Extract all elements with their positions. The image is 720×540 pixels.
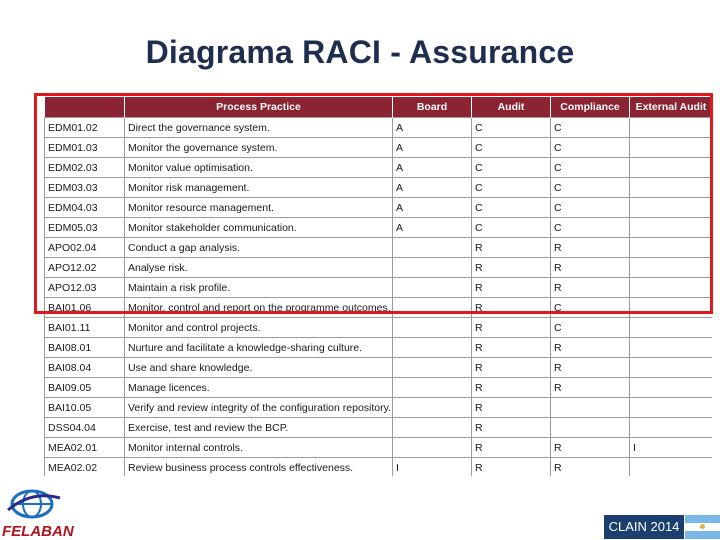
cell-code: BAI10.05 [45,398,125,418]
cell-audit: R [472,258,551,278]
cell-external-audit [630,298,713,318]
cell-compliance [551,418,630,438]
cell-audit: R [472,458,551,477]
table-row [45,218,713,238]
cell-audit: R [472,318,551,338]
cell-code: BAI01.06 [45,298,125,318]
cell-compliance: R [551,438,630,458]
cell-compliance: R [551,358,630,378]
table-row [45,418,713,438]
cell-audit: R [472,338,551,358]
cell-board [393,418,472,438]
cell-process-practice: Monitor and control projects. [125,318,393,338]
cell-external-audit [630,358,713,378]
cell-audit: R [472,418,551,438]
cell-process-practice: Review business process controls effectiveness. [125,458,393,477]
table-row [45,178,713,198]
cell-process-practice: Monitor the governance system. [125,138,393,158]
table-row [45,118,713,138]
cell-external-audit [630,418,713,438]
cell-board [393,278,472,298]
cell-compliance [551,398,630,418]
cell-code: EDM01.02 [45,118,125,138]
cell-process-practice: Monitor internal controls. [125,438,393,458]
cell-process-practice: Direct the governance system. [125,118,393,138]
cell-audit: C [472,218,551,238]
header-compliance: Compliance [551,97,630,118]
cell-code: MEA02.01 [45,438,125,458]
cell-external-audit [630,158,713,178]
table-row [45,378,713,398]
cell-compliance: C [551,178,630,198]
cell-process-practice: Conduct a gap analysis. [125,238,393,258]
cell-compliance: C [551,138,630,158]
table-row [45,198,713,218]
cell-code: BAI09.05 [45,378,125,398]
cell-board [393,438,472,458]
cell-process-practice: Monitor stakeholder communication. [125,218,393,238]
cell-external-audit [630,178,713,198]
cell-audit: C [472,138,551,158]
cell-board [393,258,472,278]
cell-board: A [393,118,472,138]
cell-code: APO12.02 [45,258,125,278]
cell-board [393,398,472,418]
cell-process-practice: Monitor value optimisation. [125,158,393,178]
table-row [45,298,713,318]
felaban-logo [2,484,82,540]
cell-code: DSS04.04 [45,418,125,438]
cell-board: I [393,458,472,477]
header-audit: Audit [472,97,551,118]
cell-board [393,318,472,338]
cell-compliance: C [551,318,630,338]
cell-compliance: R [551,458,630,477]
table-body [45,118,713,477]
cell-external-audit [630,378,713,398]
cell-code: MEA02.02 [45,458,125,477]
cell-code: BAI08.01 [45,338,125,358]
header-process-practice: Process Practice [125,97,393,118]
header-code [45,97,125,118]
cell-audit: R [472,358,551,378]
cell-board [393,378,472,398]
table-row [45,158,713,178]
cell-audit: C [472,118,551,138]
cell-code: BAI01.11 [45,318,125,338]
cell-process-practice: Monitor risk management. [125,178,393,198]
cell-code: APO12.03 [45,278,125,298]
cell-external-audit [630,138,713,158]
cell-external-audit [630,398,713,418]
header-external-audit: External Audit [630,97,713,118]
cell-compliance: R [551,258,630,278]
clain-badge: CLAIN 2014 [604,515,684,539]
cell-code: EDM04.03 [45,198,125,218]
cell-external-audit [630,238,713,258]
table-row [45,238,713,258]
cell-code: APO02.04 [45,238,125,258]
cell-audit: R [472,438,551,458]
cell-audit: C [472,198,551,218]
cell-compliance: C [551,118,630,138]
cell-audit: R [472,278,551,298]
cell-external-audit [630,218,713,238]
table-row [45,338,713,358]
cell-audit: C [472,178,551,198]
cell-external-audit [630,318,713,338]
raci-table-container [44,97,712,476]
cell-process-practice: Monitor, control and report on the programme outcomes. [125,298,393,318]
cell-process-practice: Verify and review integrity of the configuration repository. [125,398,393,418]
cell-process-practice: Maintain a risk profile. [125,278,393,298]
cell-process-practice: Use and share knowledge. [125,358,393,378]
cell-external-audit [630,458,713,477]
cell-compliance: C [551,198,630,218]
cell-compliance: C [551,298,630,318]
table-row [45,138,713,158]
cell-code: BAI08.04 [45,358,125,378]
cell-compliance: C [551,218,630,238]
cell-process-practice: Nurture and facilitate a knowledge-sharing culture. [125,338,393,358]
cell-audit: R [472,298,551,318]
cell-process-practice: Manage licences. [125,378,393,398]
table-row [45,398,713,418]
cell-board: A [393,218,472,238]
cell-code: EDM02.03 [45,158,125,178]
cell-code: EDM01.03 [45,138,125,158]
cell-compliance: R [551,238,630,258]
cell-process-practice: Monitor resource management. [125,198,393,218]
logo-text: FELABAN [2,523,74,540]
cell-compliance: R [551,378,630,398]
cell-external-audit: I [630,438,713,458]
flag-sun [700,524,705,529]
argentina-flag-icon [685,515,720,539]
header-board: Board [393,97,472,118]
cell-audit: C [472,158,551,178]
cell-board [393,338,472,358]
table-row [45,438,713,458]
table-row [45,358,713,378]
cell-external-audit [630,258,713,278]
cell-board [393,298,472,318]
table-header-row [45,97,713,118]
cell-process-practice: Analyse risk. [125,258,393,278]
table-row [45,258,713,278]
cell-external-audit [630,338,713,358]
cell-audit: R [472,378,551,398]
table-row [45,278,713,298]
raci-table [44,97,712,476]
cell-compliance: C [551,158,630,178]
cell-board: A [393,178,472,198]
cell-compliance: R [551,278,630,298]
cell-board: A [393,138,472,158]
cell-external-audit [630,198,713,218]
cell-code: EDM05.03 [45,218,125,238]
table-row [45,458,713,477]
table-row [45,318,713,338]
cell-process-practice: Exercise, test and review the BCP. [125,418,393,438]
cell-compliance: R [551,338,630,358]
cell-code: EDM03.03 [45,178,125,198]
cell-external-audit [630,278,713,298]
cell-audit: R [472,398,551,418]
cell-board [393,238,472,258]
cell-board: A [393,198,472,218]
slide-title: Diagrama RACI - Assurance [145,34,575,70]
cell-board [393,358,472,378]
cell-external-audit [630,118,713,138]
cell-board: A [393,158,472,178]
cell-audit: R [472,238,551,258]
globe-icon [8,491,60,517]
